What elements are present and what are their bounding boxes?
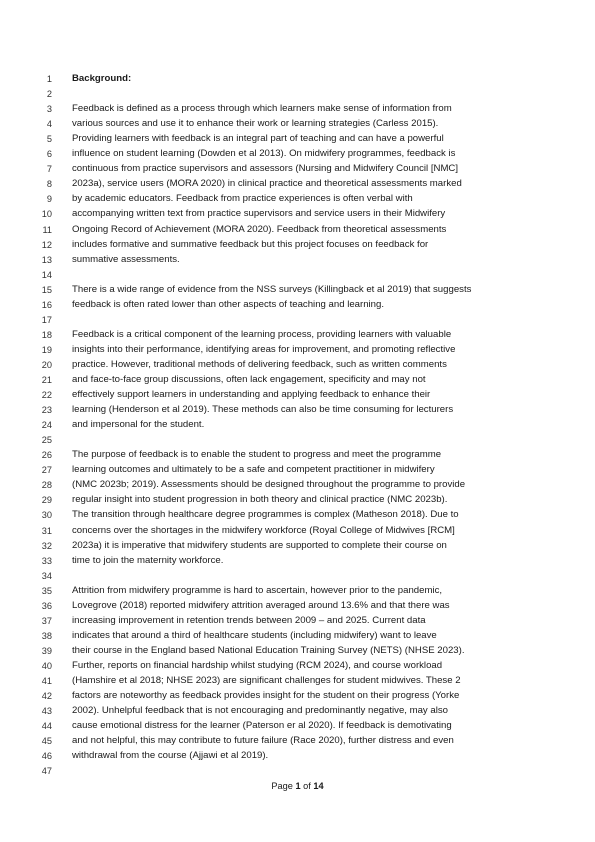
line-number: 20 xyxy=(41,359,52,370)
document-line xyxy=(0,508,595,522)
line-number: 40 xyxy=(41,660,52,671)
document-line xyxy=(0,554,595,568)
line-number: 5 xyxy=(46,134,52,145)
line-number: 18 xyxy=(41,329,52,340)
line-text: by academic educators. Feedback from practice experiences is often verbal with xyxy=(72,193,413,205)
line-number: 29 xyxy=(41,495,52,506)
line-number: 35 xyxy=(41,585,52,596)
document-line xyxy=(0,524,595,538)
document-line xyxy=(0,493,595,507)
document-line xyxy=(0,719,595,733)
line-number: 27 xyxy=(41,465,52,476)
document-line xyxy=(0,313,595,327)
section-heading: Background: xyxy=(72,73,132,84)
line-number: 36 xyxy=(41,600,52,611)
line-number: 6 xyxy=(46,149,52,160)
document-line xyxy=(0,343,595,357)
line-number: 46 xyxy=(41,751,52,762)
line-number: 44 xyxy=(41,721,52,732)
line-text: and not helpful, this may contribute to future failure (Race 2020), further distress and even xyxy=(72,735,454,747)
line-text: cause emotional distress for the learner (Paterson er al 2020). If feedback is demotivating xyxy=(72,720,452,732)
line-number: 8 xyxy=(46,179,52,190)
line-number: 15 xyxy=(41,284,52,295)
line-number: 16 xyxy=(41,299,52,310)
line-text: influence on student learning (Dowden et al 2013). On midwifery programmes, feedback is xyxy=(72,148,456,160)
document-line xyxy=(0,569,595,583)
line-text: increasing improvement in retention trends between 2009 – and 2025. Current data xyxy=(72,614,426,626)
line-number: 28 xyxy=(41,480,52,491)
document-line xyxy=(0,268,595,282)
line-number: 41 xyxy=(41,676,52,686)
document-line xyxy=(0,539,595,553)
line-number: 17 xyxy=(41,314,52,325)
line-number: 1 xyxy=(46,74,52,84)
line-number: 45 xyxy=(41,736,52,747)
line-text: The purpose of feedback is to enable the student to progress and meet the programme xyxy=(72,449,442,461)
document-line xyxy=(0,749,595,763)
document-line xyxy=(0,328,595,342)
line-text: and face-to-face group discussions, often lack engagement, specificity and may not xyxy=(72,374,426,385)
line-number: 13 xyxy=(41,254,52,265)
line-number: 22 xyxy=(41,390,52,401)
document-line xyxy=(0,584,595,598)
line-text: continuous from practice supervisors and assessors (Nursing and Midwifery Council [NMC] xyxy=(72,163,459,175)
line-number: 31 xyxy=(41,525,52,536)
document-line xyxy=(0,674,595,688)
document-line xyxy=(0,599,595,613)
line-text: Providing learners with feedback is an integral part of teaching and can have a powerful xyxy=(72,133,444,145)
document-line xyxy=(0,72,595,86)
document-line xyxy=(0,433,595,447)
line-number: 4 xyxy=(46,119,52,130)
document-line xyxy=(0,463,595,477)
document-line xyxy=(0,102,595,116)
line-text: feedback is often rated lower than other aspects of teaching and learning. xyxy=(72,298,384,310)
document-line xyxy=(0,147,595,161)
line-text: their course in the England based National Education Training Survey (NETS) (NHSE 2023). xyxy=(72,644,465,656)
document-line xyxy=(0,659,595,673)
document-line xyxy=(0,207,595,221)
line-number: 42 xyxy=(41,691,52,702)
document-line xyxy=(0,629,595,643)
document-line xyxy=(0,614,595,628)
line-text: concerns over the shortages in the midwifery workforce (Royal College of Midwives [RCM] xyxy=(72,524,455,536)
line-number: 11 xyxy=(42,224,52,235)
line-text: Ongoing Record of Achievement (MORA 2020). Feedback from theoretical assessments xyxy=(72,223,447,235)
line-text: time to join the maternity workforce. xyxy=(72,554,224,566)
line-number: 33 xyxy=(41,555,52,566)
line-number: 3 xyxy=(46,104,52,115)
document-line xyxy=(0,644,595,658)
document-line xyxy=(0,192,595,206)
line-number: 24 xyxy=(41,420,52,431)
document-line xyxy=(0,734,595,748)
line-text: 2023a) it is imperative that midwifery students are supported to complete their course on xyxy=(72,539,447,551)
line-number: 10 xyxy=(41,209,52,220)
line-number: 21 xyxy=(41,375,52,385)
line-text: effectively support learners in understanding and applying feedback to enhance their xyxy=(72,389,431,401)
line-number: 14 xyxy=(41,269,52,280)
document-line xyxy=(0,298,595,312)
document-line xyxy=(0,358,595,372)
line-number: 7 xyxy=(46,164,52,175)
document-line xyxy=(0,238,595,252)
line-text: indicates that around a third of healthcare students (including midwifery) want to leave xyxy=(72,629,437,641)
document-line xyxy=(0,117,595,131)
document-line xyxy=(0,87,595,101)
line-number: 25 xyxy=(41,435,52,446)
line-text: The transition through healthcare degree programmes is complex (Matheson 2018). Due to xyxy=(72,509,459,521)
line-text: Further, reports on financial hardship whilst studying (RCM 2024), and course workload xyxy=(72,659,443,671)
line-number: 19 xyxy=(41,344,52,355)
page-current: 1 xyxy=(295,781,301,791)
line-text: Attrition from midwifery programme is hard to ascertain, however prior to the pandemic, xyxy=(72,584,443,596)
line-number: 39 xyxy=(41,645,52,656)
line-text: 2002). Unhelpful feedback that is not encouraging and predominantly negative, may also xyxy=(72,705,448,717)
line-number: 38 xyxy=(41,630,52,641)
line-number: 23 xyxy=(41,405,52,416)
document-line xyxy=(0,373,595,387)
line-number: 30 xyxy=(41,510,52,521)
page-of-label: of xyxy=(300,781,314,791)
document-line xyxy=(0,223,595,237)
line-text: factors are noteworthy as feedback provides insight for the student on their progress (Yorke xyxy=(72,690,460,702)
line-number: 12 xyxy=(41,239,52,250)
line-text: insights into their performance, identifying areas for improvement, and promoting reflective xyxy=(72,343,456,355)
line-text: summative assessments. xyxy=(72,253,180,265)
document-line xyxy=(0,283,595,297)
document-line xyxy=(0,764,595,778)
line-text: Feedback is a critical component of the learning process, providing learners with valuable xyxy=(72,328,452,340)
line-text: practice. However, traditional methods of delivering feedback, such as written comments xyxy=(72,358,447,370)
line-text: learning (Henderson et al 2019). These methods can also be time consuming for lecturers xyxy=(72,404,454,416)
line-text: learning outcomes and ultimately to be a safe and competent practitioner in midwifery xyxy=(72,464,435,476)
document-line xyxy=(0,418,595,432)
document-line xyxy=(0,162,595,176)
line-text: Feedback is defined as a process through which learners make sense of information from xyxy=(72,103,452,115)
line-text: various sources and use it to enhance their work or learning strategies (Carless 2015). xyxy=(72,118,439,130)
line-number: 34 xyxy=(41,570,52,581)
line-text: accompanying written text from practice supervisors and service users in their Midwifery xyxy=(72,208,446,220)
document-line xyxy=(0,253,595,267)
line-number: 47 xyxy=(41,766,52,777)
line-text: withdrawal from the course (Ajjawi et al 2019). xyxy=(72,750,269,762)
line-text: and impersonal for the student. xyxy=(72,419,205,431)
line-text: 2023a), service users (MORA 2020) in clinical practice and theoretical assessments marked xyxy=(72,178,462,190)
document-line xyxy=(0,388,595,402)
line-text: (NMC 2023b; 2019). Assessments should be designed throughout the programme to provide xyxy=(72,479,466,491)
line-number: 2 xyxy=(46,89,52,100)
page-footer xyxy=(0,781,595,791)
page-total: 14 xyxy=(313,781,324,791)
document-line xyxy=(0,177,595,191)
line-number: 9 xyxy=(46,194,52,205)
line-number: 37 xyxy=(41,615,52,626)
line-text: Lovegrove (2018) reported midwifery attrition averaged around 13.6% and that there was xyxy=(72,599,450,611)
line-text: (Hamshire et al 2018; NHSE 2023) are significant challenges for student midwives. These 2 xyxy=(72,675,461,686)
document-line xyxy=(0,704,595,718)
line-text: regular insight into student progression in both theory and clinical practice (NMC 2023b). xyxy=(72,494,448,506)
document-line xyxy=(0,478,595,492)
line-number: 26 xyxy=(41,450,52,461)
line-number: 32 xyxy=(41,540,52,551)
document-line xyxy=(0,132,595,146)
line-text: includes formative and summative feedback but this project focuses on feedback for xyxy=(72,238,429,250)
line-text: There is a wide range of evidence from the NSS surveys (Killingback et al 2019) that suggests xyxy=(72,283,472,295)
document-line xyxy=(0,448,595,462)
page-label: Page xyxy=(271,781,296,791)
document-line xyxy=(0,403,595,417)
document-line xyxy=(0,689,595,703)
line-number: 43 xyxy=(41,706,52,717)
